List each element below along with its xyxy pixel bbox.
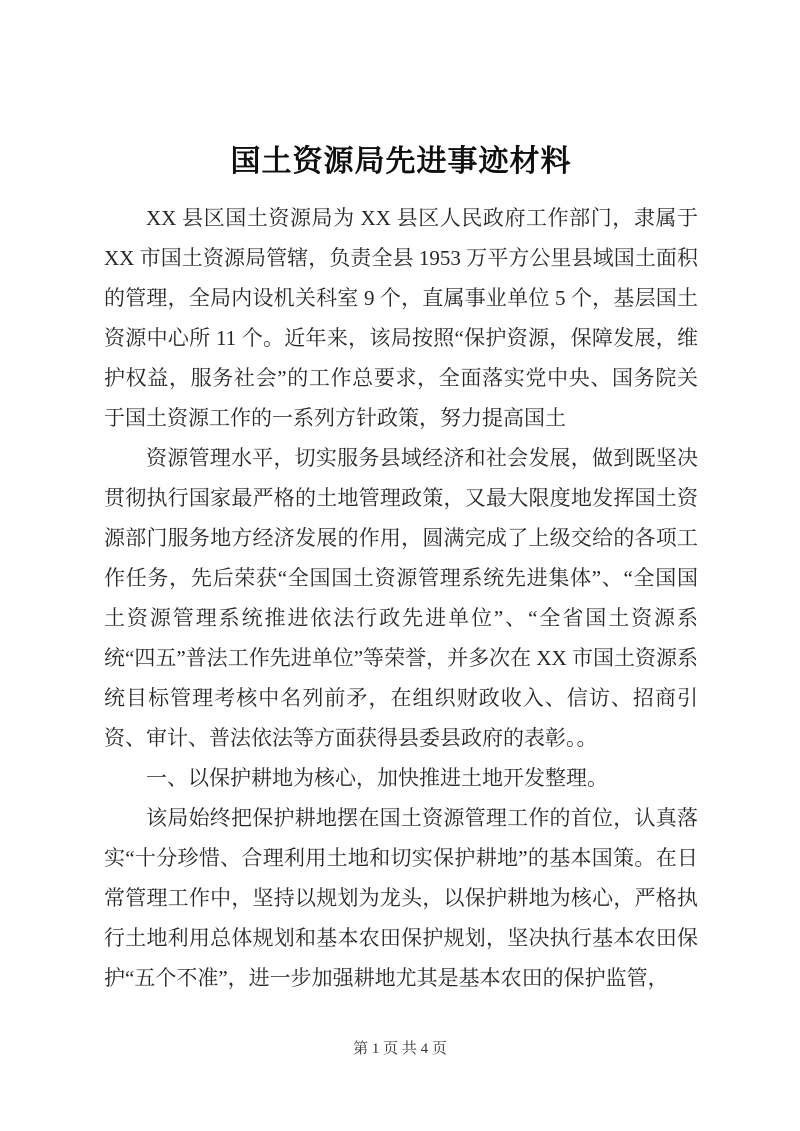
paragraph-intro-part1: XX 县区国土资源局为 XX 县区人民政府工作部门，隶属于 XX 市国土资源局管辖，负责全县 1953 万平方公里县域国土面积的管理，全局内设机关科室 9 个，直属事业单位 5 个，基层国土资源中心所 11 个。近年来，该局按照“保护资源，保障发展，维护权益，服务社会”的工作总要求，全面落实党中央、国务院关于国土资源工作的一系列方针政策，努力提高国土 bbox=[104, 206, 698, 430]
document-body bbox=[104, 198, 698, 998]
paragraph-section-1-body: 该局始终把保护耕地摆在国土资源管理工作的首位，认真落实“十分珍惜、合理利用土地和切实保护耕地”的基本国策。在日常管理工作中，坚持以规划为龙头，以保护耕地为核心，严格执行土地利用总体规划和基本农田保护规划，坚决执行基本农田保护“五个不准”，进一步加强耕地尤其是基本农田的保护监管， bbox=[104, 806, 698, 990]
paragraph-intro-part2: 资源管理水平，切实服务县域经济和社会发展，做到既坚决贯彻执行国家最严格的土地管理政策，又最大限度地发挥国土资源部门服务地方经济发展的作用，圆满完成了上级交给的各项工作任务，先后荣获“全国国土资源管理系统先进集体”、“全国国土资源管理系统推进依法行政先进单位”、“全省国土资源系统“四五”普法工作先进单位”等荣誉，并多次在 XX 市国土资源系统目标管理考核中名列前矛，在组织财政收入、信访、招商引资、审计、普法依法等方面获得县委县政府的表彰。。 bbox=[104, 446, 698, 750]
document-title: 国土资源局先进事迹材料 bbox=[230, 145, 572, 178]
page-footer bbox=[0, 1038, 800, 1060]
page-number-label: 第 1 页 共 4 页 bbox=[353, 1041, 447, 1057]
section-heading-1: 一、以保护耕地为核心，加快推进土地开发整理。 bbox=[146, 766, 608, 790]
